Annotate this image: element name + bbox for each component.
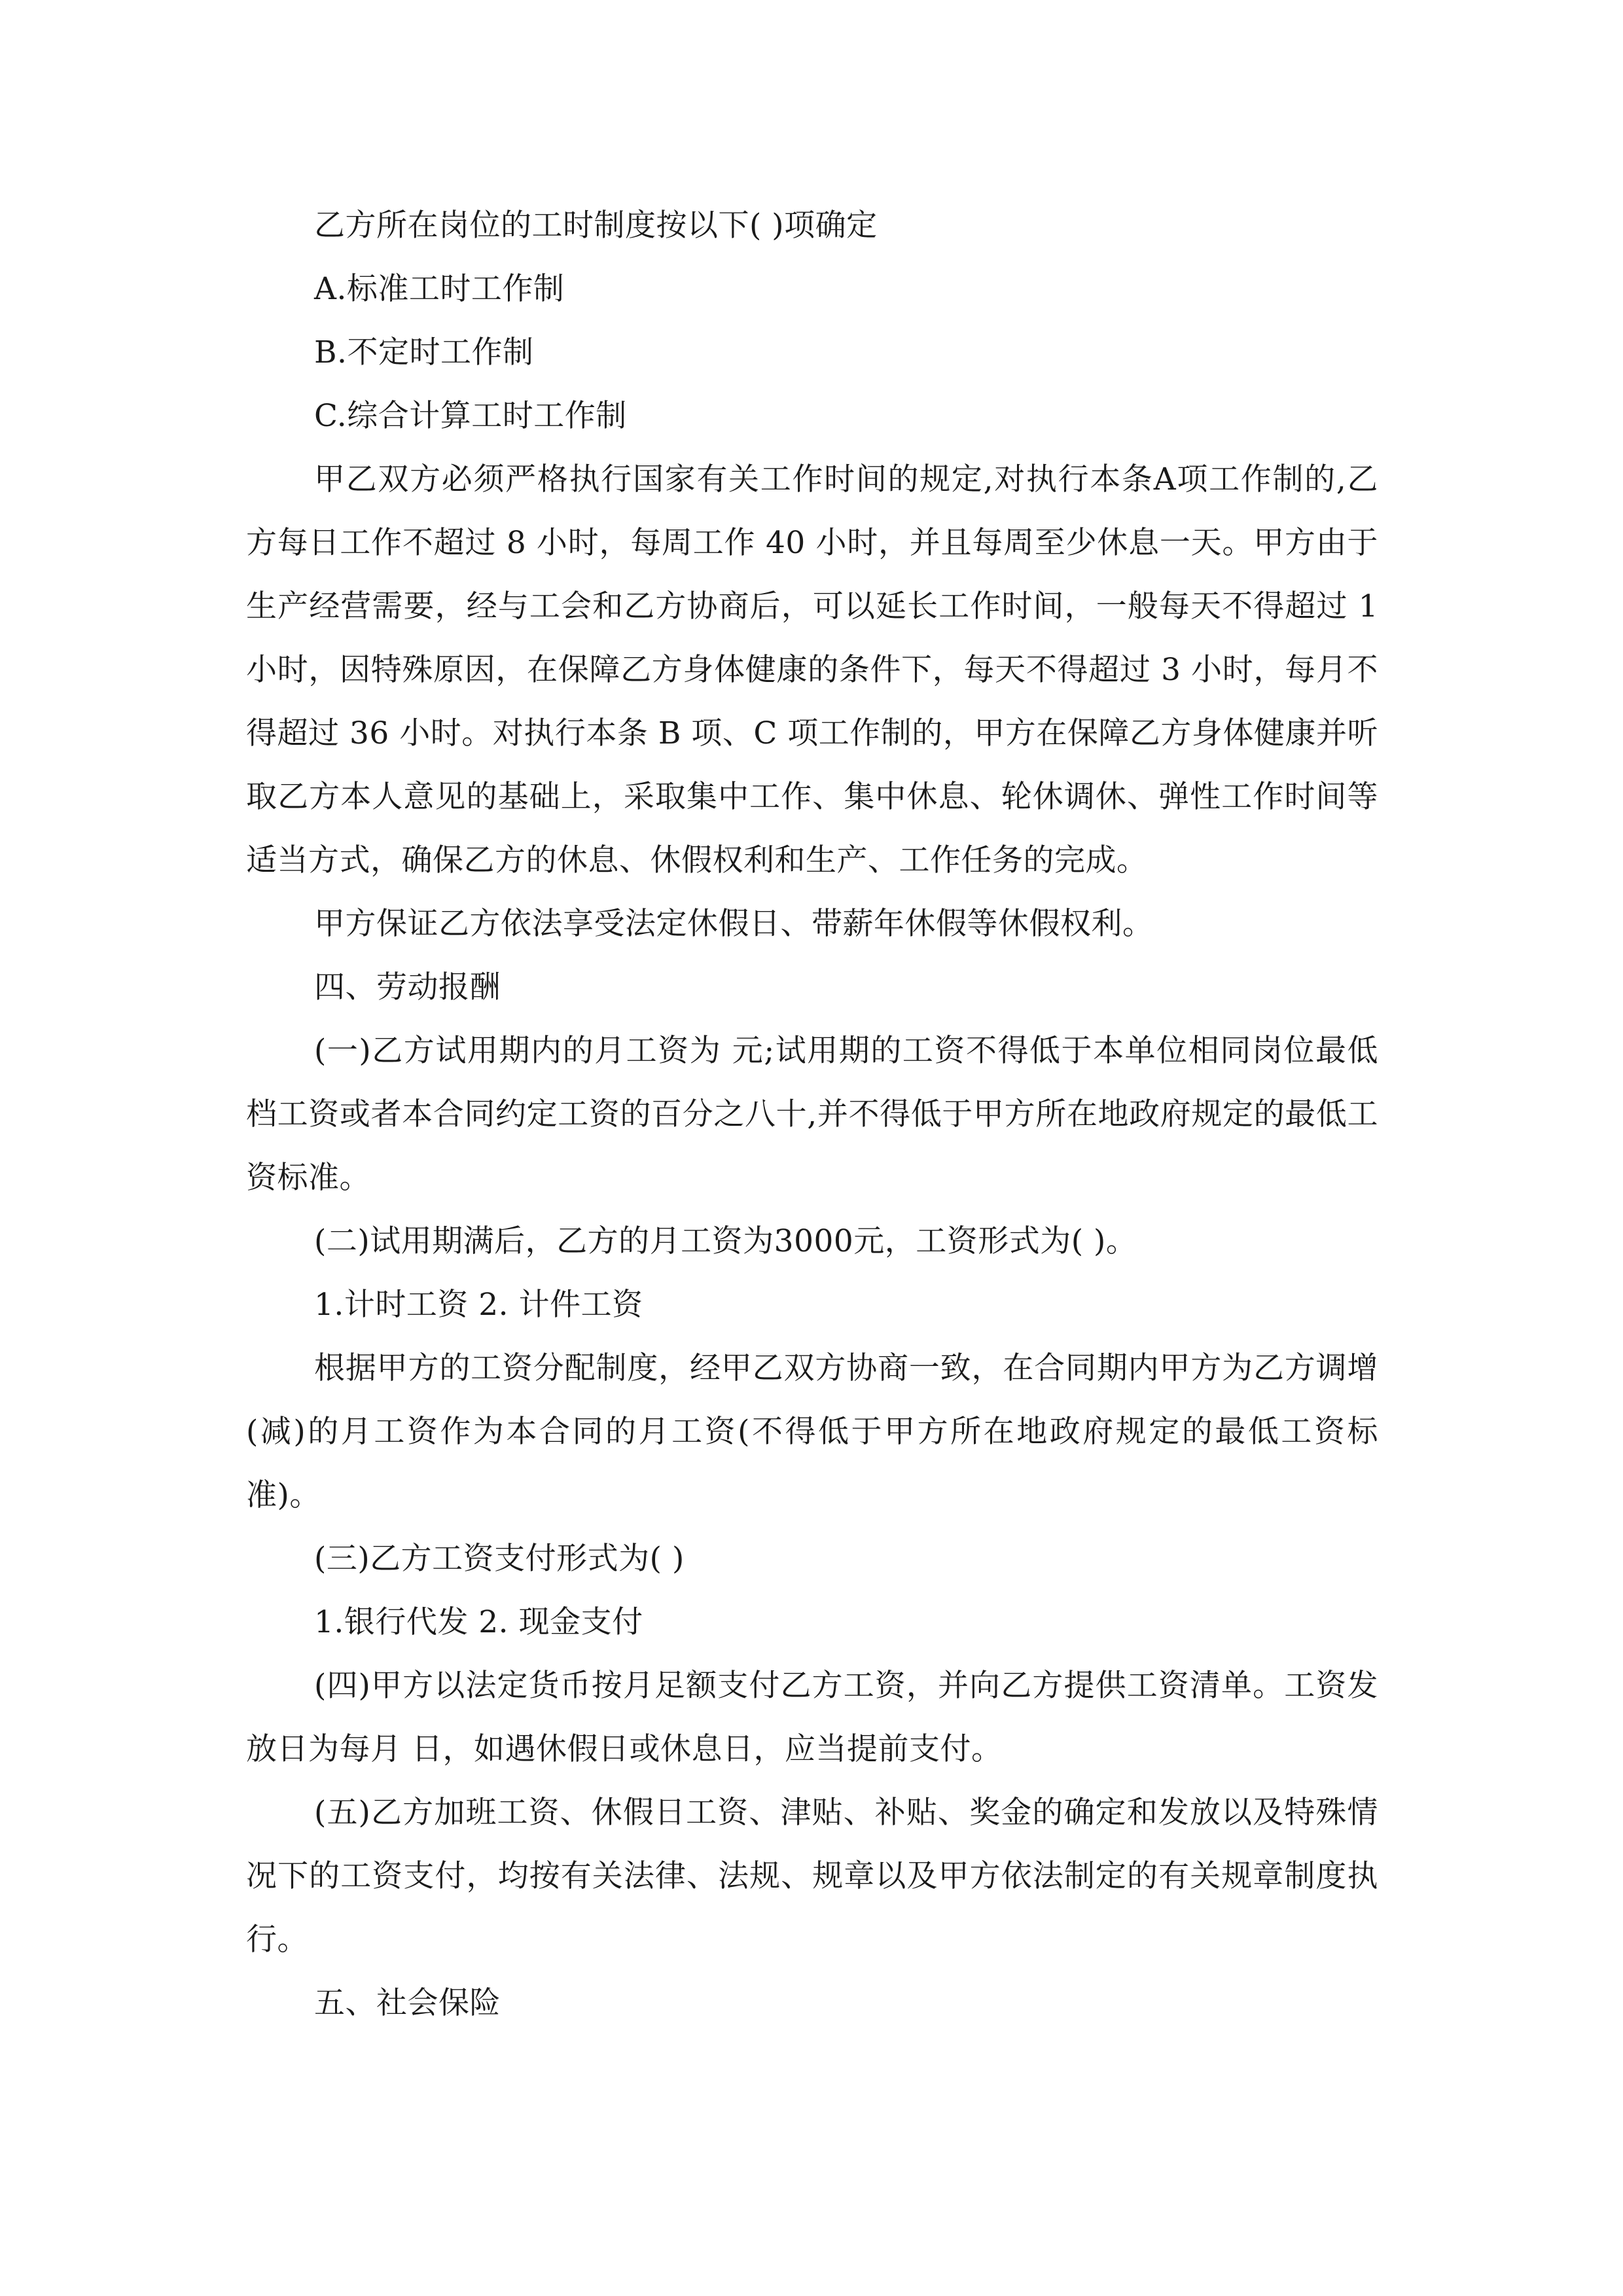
document-page xyxy=(246,194,1389,2035)
option-c-comprehensive-hours: C.综合计算工时工作制 xyxy=(314,398,627,434)
salary-form-options: 1.计时工资 2. 计件工资 xyxy=(314,1287,643,1323)
probation-salary-paragraph: (一)乙方试用期内的月工资为 元;试用期的工资不得低于本单位相同岗位最低档工资或者本合同约定工资的百分之八十,并不得低于甲方所在地政府规定的最低工资标准。 xyxy=(246,1033,1378,1196)
section-heading-remuneration: 四、劳动报酬 xyxy=(314,969,501,1005)
work-hours-system-question: 乙方所在岗位的工时制度按以下( )项确定 xyxy=(314,207,878,243)
overtime-pay-paragraph: (五)乙方加班工资、休假日工资、津贴、补贴、奖金的确定和发放以及特殊情况下的工资支付，均按有关法律、法规、规章以及甲方依法制定的有关规章制度执行。 xyxy=(246,1795,1378,1958)
salary-adjustment-paragraph: 根据甲方的工资分配制度，经甲乙双方协商一致，在合同期内甲方为乙方调增(减)的月工资作为本合同的月工资(不得低于甲方所在地政府规定的最低工资标准)。 xyxy=(246,1350,1378,1513)
working-time-rules-paragraph: 甲乙双方必须严格执行国家有关工作时间的规定,对执行本条A项工作制的,乙方每日工作不超过 8 小时，每周工作 40 小时，并且每周至少休息一天。甲方由于生产经营需要，经与工会和乙方协商后，可以延长工作时间，一般每天不得超过 1 小时，因特殊原因，在保障乙方身体健康的条件下，每天不得超过 3 小时，每月不得超过 36 小时。对执行本条 B 项、C 项工作制的，甲方在保障乙方身体健康并听取乙方本人意见的基础上，采取集中工作、集中休息、轮休调休、弹性工作时间等适当方式，确保乙方的休息、休假权利和生产、工作任务的完成。 xyxy=(246,461,1389,878)
payment-schedule-paragraph: (四)甲方以法定货币按月足额支付乙方工资，并向乙方提供工资清单。工资发放日为每月 日，如遇休假日或休息日，应当提前支付。 xyxy=(246,1668,1378,1767)
option-b-flexible-hours: B.不定时工作制 xyxy=(314,334,534,370)
option-a-standard-hours: A.标准工时工作制 xyxy=(314,271,565,307)
payment-method-question: (三)乙方工资支付形式为( ) xyxy=(314,1541,685,1577)
payment-method-options: 1.银行代发 2. 现金支付 xyxy=(314,1604,643,1640)
section-heading-social-insurance: 五、社会保险 xyxy=(314,1985,501,2021)
holiday-rights-paragraph: 甲方保证乙方依法享受法定休假日、带薪年休假等休假权利。 xyxy=(314,906,1154,942)
post-probation-salary-paragraph: (二)试用期满后，乙方的月工资为3000元，工资形式为( )。 xyxy=(314,1223,1137,1259)
